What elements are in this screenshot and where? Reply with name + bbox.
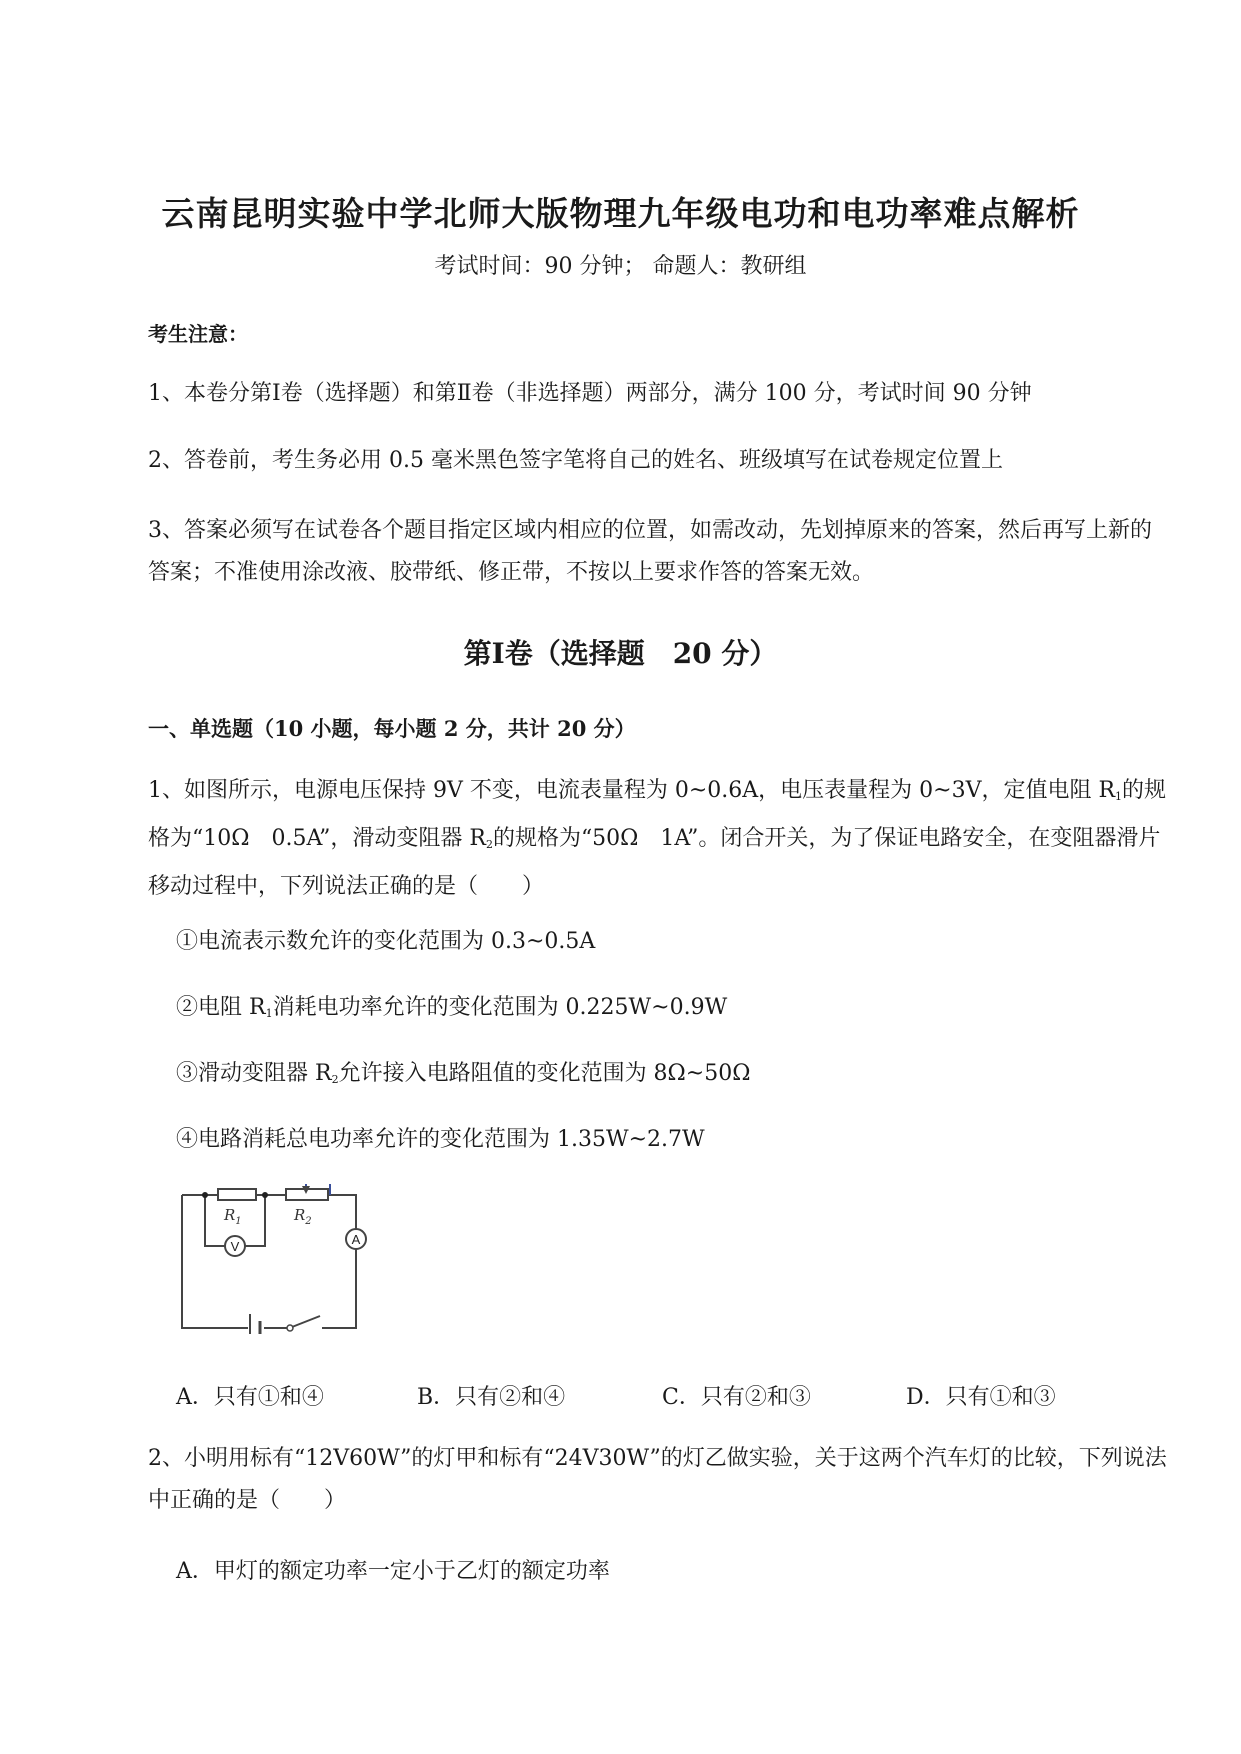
statement-1: ①电流表示数允许的变化范围为 0.3~0.5A: [176, 929, 596, 954]
part-heading: 一、单选题（10 小题，每小题 2 分，共计 20 分）: [148, 716, 636, 741]
notice-item: 2、答卷前，考生务必用 0.5 毫米黑色签字笔将自己的姓名、班级填写在试卷规定位置上: [148, 448, 1003, 473]
circuit-diagram: [178, 1184, 408, 1334]
subscript: 1: [265, 1007, 273, 1020]
circuit-wire: [205, 1195, 226, 1246]
resistor-r1: [218, 1189, 256, 1200]
switch-gap: [290, 1322, 322, 1334]
document-title: 云南昆明实验中学北师大版物理九年级电功和电功率难点解析: [161, 194, 1080, 233]
notice-item: 1、本卷分第Ⅰ卷（选择题）和第Ⅱ卷（非选择题）两部分，满分 100 分，考试时间 90 分钟: [148, 381, 1032, 406]
statement-3: [176, 1056, 750, 1087]
option-b[interactable]: B．只有②和④: [417, 1385, 566, 1410]
question-1-text: 的规格为“10Ω 0.5A”，滑动变阻器 R: [148, 778, 1167, 851]
section-title: 第Ⅰ卷（选择题 20 分）: [463, 637, 778, 670]
statement-text: 允许接入电路阻值的变化范围为 8Ω~50Ω: [338, 1061, 751, 1086]
circuit-wire: [182, 1195, 356, 1328]
subscript: 2: [485, 838, 493, 851]
r2-label: $R_2$: [294, 1206, 312, 1227]
ammeter-label: A: [351, 1232, 361, 1247]
option-a[interactable]: A．甲灯的额定功率一定小于乙灯的额定功率: [176, 1559, 610, 1584]
option-c[interactable]: C．只有②和③: [662, 1385, 811, 1410]
option-a[interactable]: A．只有①和④: [176, 1385, 324, 1410]
subscript: 1: [1115, 790, 1123, 803]
exam-info: 考试时间：90 分钟； 命题人：教研组: [434, 254, 807, 279]
question-1-stem: [148, 770, 1170, 908]
subscript: 2: [331, 1073, 339, 1086]
statement-text: ③滑动变阻器 R: [176, 1061, 332, 1086]
circuit-wire: [182, 1195, 356, 1229]
notice-heading: 考生注意：: [148, 322, 248, 346]
voltmeter-label: V: [230, 1239, 240, 1254]
statement-text: ②电阻 R: [176, 995, 266, 1020]
question-1-text: 1、如图所示，电源电压保持 9V 不变，电流表量程为 0~0.6A，电压表量程为 0~3V，定值电阻 R: [148, 778, 1116, 803]
statement-text: 消耗电功率允许的变化范围为 0.225W~0.9W: [272, 995, 728, 1020]
junction-dot: [262, 1192, 268, 1198]
question-2-stem: 2、小明用标有“12V60W”的灯甲和标有“24V30W”的灯乙做实验，关于这两个汽车灯的比较，下列说法中正确的是（ ）: [148, 1446, 1167, 1513]
statement-2: [176, 990, 727, 1021]
statement-4: ④电路消耗总电功率允许的变化范围为 1.35W~2.7W: [176, 1127, 705, 1152]
notice-item: 3、答案必须写在试卷各个题目指定区域内相应的位置，如需改动，先划掉原来的答案，然后再写上新的答案；不准使用涂改液、胶带纸、修正带，不按以上要求作答的答案无效。: [148, 518, 1153, 585]
question-1-text: 的规格为“50Ω 1A”。闭合开关，为了保证电路安全，在变阻器滑片移动过程中，下列说法正确的是（ ）: [148, 826, 1161, 899]
r1-label: $R_1$: [224, 1206, 242, 1227]
junction-dot: [202, 1192, 208, 1198]
option-d[interactable]: D．只有①和③: [906, 1385, 1056, 1410]
circuit-wire: [244, 1195, 265, 1246]
